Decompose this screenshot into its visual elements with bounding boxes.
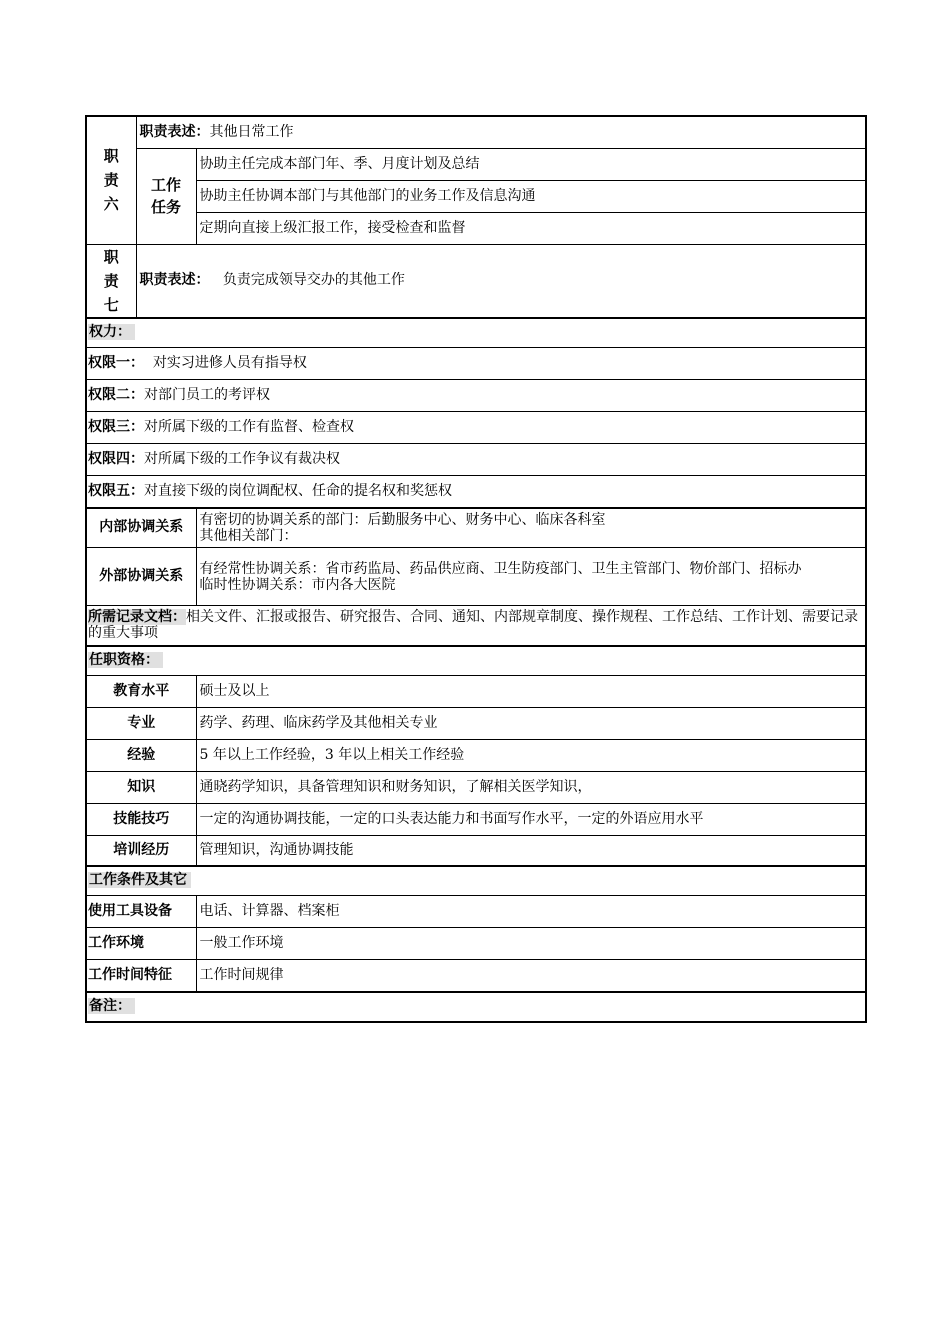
cond-value-hours: 工作时间规律 xyxy=(196,960,866,992)
remarks-row: 备注： xyxy=(86,992,866,1022)
qual-label-experience: 经验 xyxy=(86,740,196,772)
power-item-4: 权限四：对所属下级的工作争议有裁决权 xyxy=(86,444,866,476)
job-description-sheet xyxy=(85,115,865,1023)
cond-label-tools: 使用工具设备 xyxy=(86,896,196,928)
records-row: 所需记录文档：相关文件、汇报或报告、研究报告、合同、通知、内部规章制度、操作规程、工作总结、工作计划、需要记录的重大事项 xyxy=(86,606,866,646)
job-description-table xyxy=(85,115,867,1023)
qual-label-knowledge: 知识 xyxy=(86,772,196,804)
qual-value-education: 硕士及以上 xyxy=(196,676,866,708)
duty6-task-1: 协助主任完成本部门年、季、月度计划及总结 xyxy=(196,148,866,180)
duty7-description xyxy=(136,244,866,318)
qual-value-training: 管理知识，沟通协调技能 xyxy=(196,836,866,866)
internal-coordination-value: 有密切的协调关系的部门：后勤服务中心、财务中心、临床各科室 其他相关部门： xyxy=(196,508,866,548)
power-item-3: 权限三：对所属下级的工作有监督、检查权 xyxy=(86,412,866,444)
external-coordination-value: 有经常性协调关系：省市药监局、药品供应商、卫生防疫部门、卫生主管部门、物价部门、招标办 临时性协调关系：市内各大医院 xyxy=(196,548,866,606)
power-item-5: 权限五：对直接下级的岗位调配权、任命的提名权和奖惩权 xyxy=(86,476,866,508)
duty7-desc-label: 职责表述： xyxy=(139,272,210,288)
duty7-desc-text: 负责完成领导交办的其他工作 xyxy=(222,272,405,288)
duty6-task-2: 协助主任协调本部门与其他部门的业务工作及信息沟通 xyxy=(196,180,866,212)
qual-value-skills: 一定的沟通协调技能，一定的口头表达能力和书面写作水平，一定的外语应用水平 xyxy=(196,804,866,836)
duty6-desc-text: 其他日常工作 xyxy=(209,123,294,140)
cond-value-environment: 一般工作环境 xyxy=(196,928,866,960)
duty6-desc-label: 职责表述： xyxy=(139,123,210,140)
qual-label-major: 专业 xyxy=(86,708,196,740)
qual-value-experience: 5 年以上工作经验，3 年以上相关工作经验 xyxy=(196,740,866,772)
cond-label-hours: 工作时间特征 xyxy=(86,960,196,992)
power-item-2: 权限二：对部门员工的考评权 xyxy=(86,380,866,412)
qual-label-education: 教育水平 xyxy=(86,676,196,708)
qualification-heading: 任职资格： xyxy=(86,646,866,676)
qual-value-knowledge: 通晓药学知识，具备管理知识和财务知识，了解相关医学知识， xyxy=(196,772,866,804)
duty6-task-label: 工作 任务 xyxy=(136,148,196,244)
conditions-heading: 工作条件及其它 xyxy=(86,866,866,896)
qual-label-training: 培训经历 xyxy=(86,836,196,866)
duty6-task-3: 定期向直接上级汇报工作，接受检查和监督 xyxy=(196,212,866,244)
cond-value-tools: 电话、计算器、档案柜 xyxy=(196,896,866,928)
qual-label-skills: 技能技巧 xyxy=(86,804,196,836)
power-heading: 权力： xyxy=(86,318,866,348)
power-item-1: 权限一： 对实习进修人员有指导权 xyxy=(86,348,866,380)
internal-coordination-label: 内部协调关系 xyxy=(86,508,196,548)
external-coordination-label: 外部协调关系 xyxy=(86,548,196,606)
qual-value-major: 药学、药理、临床药学及其他相关专业 xyxy=(196,708,866,740)
cond-label-environment: 工作环境 xyxy=(86,928,196,960)
duty6-label: 职 责 六 xyxy=(86,116,136,244)
duty7-label: 职 责 七 xyxy=(86,244,136,318)
duty6-description xyxy=(136,116,866,148)
